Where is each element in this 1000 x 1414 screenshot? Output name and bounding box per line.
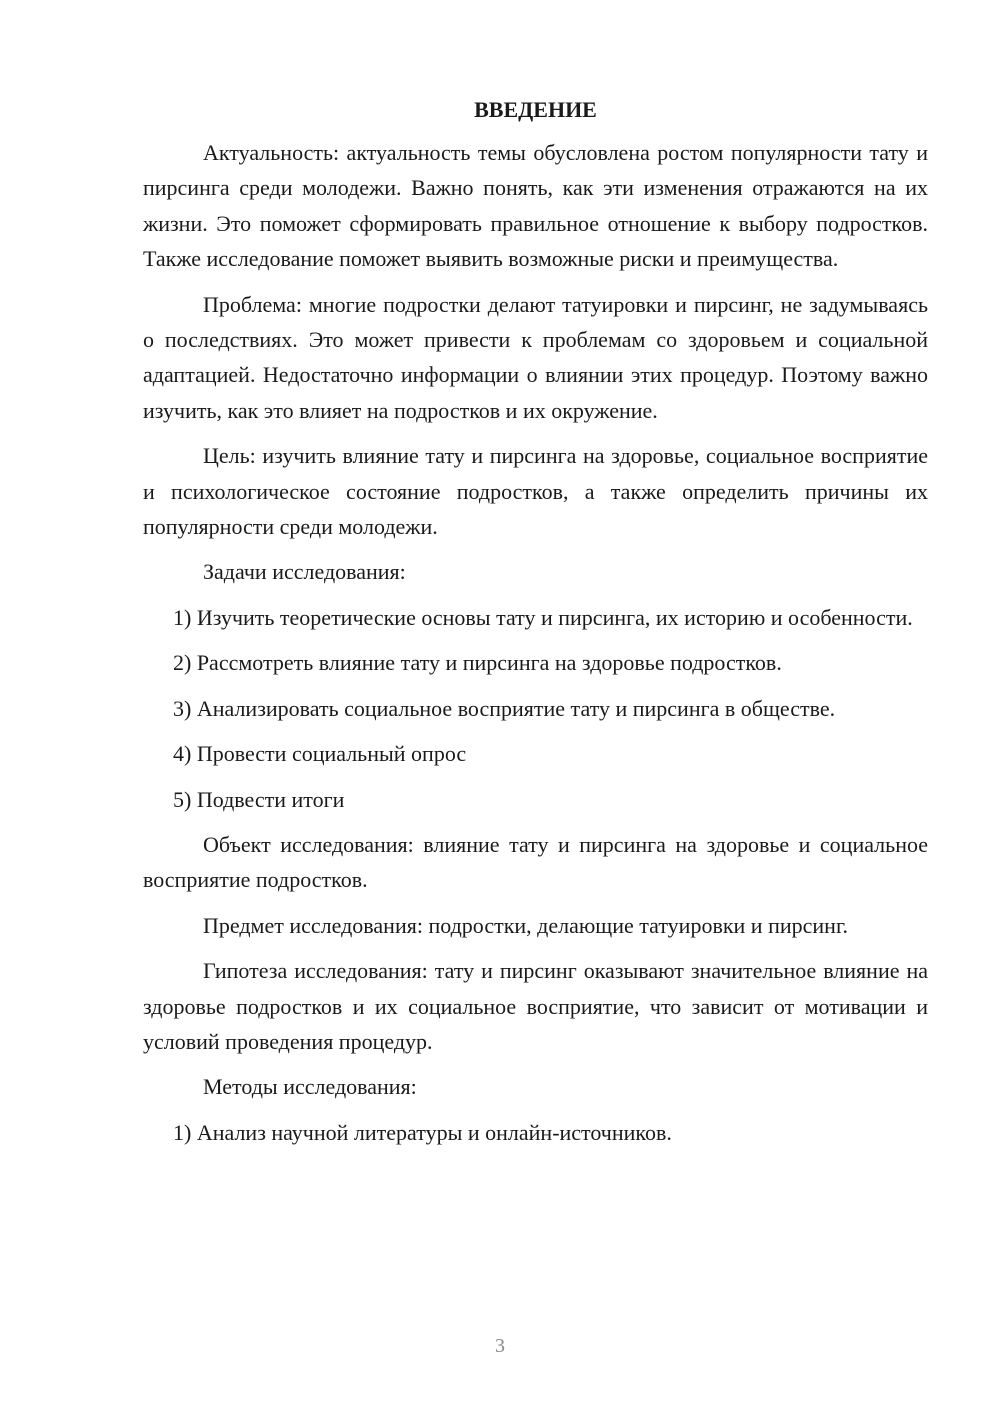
task-item-3: 3) Анализировать социальное восприятие тату и пирсинга в обществе. <box>173 695 836 721</box>
document-page <box>143 95 928 1160</box>
section-heading: ВВЕДЕНИЕ <box>474 97 597 122</box>
page-number: 3 <box>495 1335 505 1357</box>
paragraph-object: Объект исследования: влияние тату и пирсинга на здоровье и социальное восприятие подростков. <box>143 831 928 893</box>
task-item-5: 5) Подвести итоги <box>173 786 345 812</box>
methods-title: Методы исследования: <box>203 1074 417 1100</box>
paragraph-goal: Цель: изучить влияние тату и пирсинга на здоровье, социальное восприятие и психологическое состояние подростков, а также определить причины их популярности среди молодежи. <box>143 443 928 540</box>
tasks-title: Задачи исследования: <box>203 559 406 585</box>
paragraph-problem: Проблема: многие подростки делают татуировки и пирсинг, не задумываясь о последствиях. Это может привести к проблемам со здоровьем и социальной адаптацией. Недостаточно информации о влиянии этих процедур. Поэтому важно изучить, как это влияет на подростков и их окружение. <box>143 291 928 423</box>
paragraph-hypothesis: Гипотеза исследования: тату и пирсинг оказывают значительное влияние на здоровье подростков и их социальное восприятие, что зависит от мотивации и условий проведения процедур. <box>143 958 928 1054</box>
task-item-2: 2) Рассмотреть влияние тату и пирсинга на здоровье подростков. <box>173 650 782 676</box>
task-item-4: 4) Провести социальный опрос <box>173 741 467 767</box>
paragraph-subject: Предмет исследования: подростки, делающие татуировки и пирсинг. <box>203 912 848 938</box>
paragraph-relevance: Актуальность: актуальность темы обусловлена ростом популярности тату и пирсинга среди молодежи. Важно понять, как эти изменения отражаются на их жизни. Это поможет сформировать правильное отношение к выбору подростков. Также исследование поможет выявить возможные риски и преимущества. <box>143 140 928 272</box>
method-item-1: 1) Анализ научной литературы и онлайн-источников. <box>173 1119 672 1145</box>
task-item-1: 1) Изучить теоретические основы тату и пирсинга, их историю и особенности. <box>173 604 913 630</box>
